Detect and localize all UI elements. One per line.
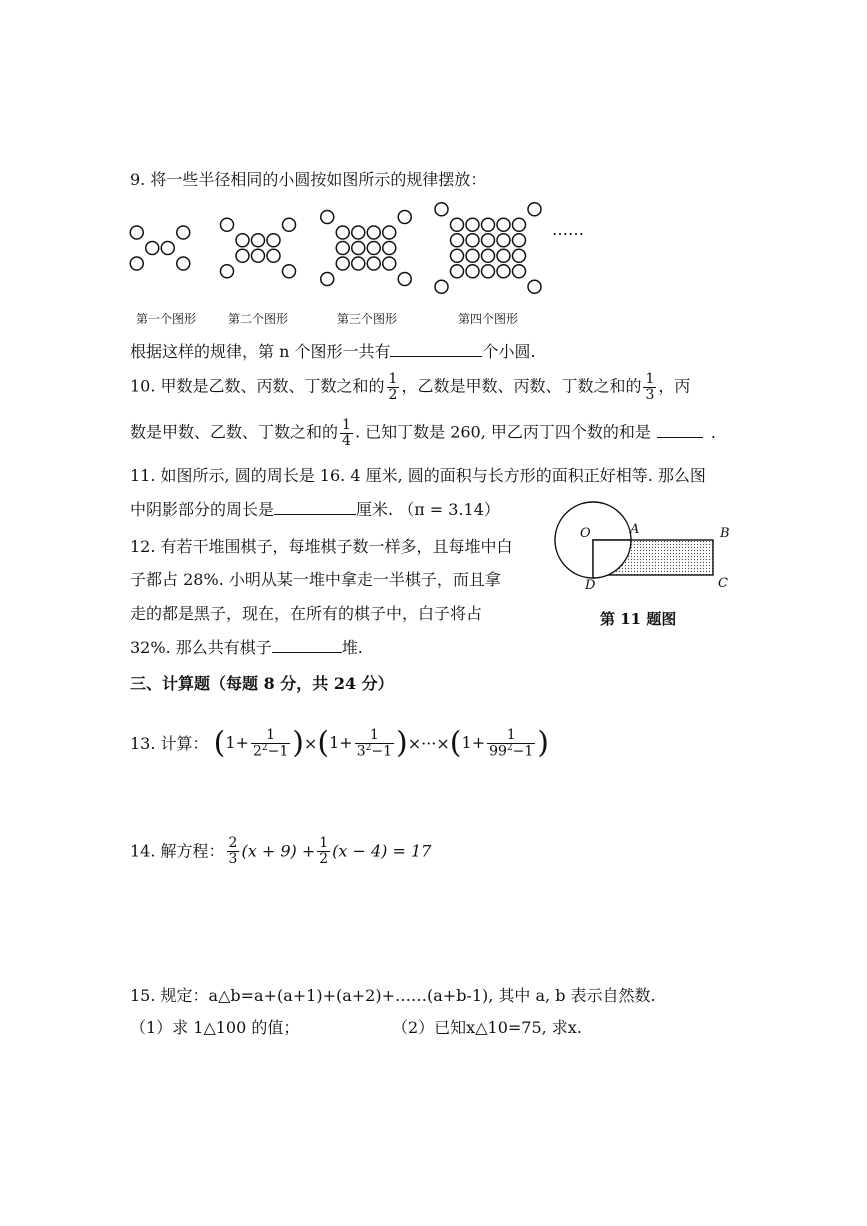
den-exp: 2 xyxy=(261,742,268,753)
den-tail: −1 xyxy=(267,743,289,760)
q10-text-a: 10. 甲数是乙数、丙数、丁数之和的 xyxy=(130,376,385,396)
paren-close: ) xyxy=(292,725,304,761)
frac-num: 1 xyxy=(506,727,516,743)
frac-num: 1 xyxy=(388,371,398,387)
frac-den: 2 xyxy=(319,850,329,867)
section3-title: 三、计算题（每题 8 分，共 24 分） xyxy=(130,674,394,693)
q14-frac-2 xyxy=(317,836,330,866)
frac-num: 1 xyxy=(369,727,379,743)
q12-line4 xyxy=(130,638,363,657)
den-base: 2 xyxy=(252,743,262,760)
paren-open: ( xyxy=(317,725,330,761)
frac-num: 1 xyxy=(342,417,351,433)
q11-label-c: C xyxy=(718,576,728,591)
q14-frac-1 xyxy=(227,836,240,866)
ellipsis: ×···× xyxy=(407,733,450,753)
q13-term-3 xyxy=(449,725,550,761)
q10-text-e: . 已知丁数是 260, 甲乙丙丁四个数的和是 xyxy=(354,422,651,442)
frac-den: 3 xyxy=(645,386,655,403)
q12-text-b: 堆. xyxy=(341,638,363,657)
q10-text-f: . xyxy=(710,422,717,442)
q11-line1: 11. 如图所示, 圆的周长是 16. 4 厘米, 圆的面积与长方形的面积正好相等. 那么图 xyxy=(130,466,706,485)
frac-den xyxy=(251,743,290,759)
q12-line2: 子都占 28%. 小明从某一堆中拿走一半棋子，而且拿 xyxy=(130,570,501,589)
q9-stem: 9. 将一些半径相同的小圆按如图所示的规律摆放： xyxy=(130,170,487,189)
q12-text-a: 32%. 那么共有棋子 xyxy=(130,638,272,657)
q14-label: 14. 解方程： xyxy=(130,841,225,861)
den-base: 99 xyxy=(489,743,507,760)
den-base: 3 xyxy=(356,743,366,760)
q15-part-1: （1）求 1△100 的值； xyxy=(130,1018,300,1037)
frac-den: 4 xyxy=(342,432,351,449)
one: 1 xyxy=(225,733,236,753)
q12-answer-blank[interactable] xyxy=(272,638,342,653)
times: × xyxy=(303,733,318,753)
q10-text-c: ，丙 xyxy=(658,376,691,396)
den-exp: 2 xyxy=(365,742,372,753)
q11-label-o: O xyxy=(580,526,591,541)
plus: + xyxy=(471,733,486,753)
paren-close: ) xyxy=(537,725,550,761)
q9-caption-1: 第一个图形 xyxy=(136,312,197,326)
q13-frac-2 xyxy=(355,728,394,759)
frac-num: 1 xyxy=(645,371,655,387)
paren-open: ( xyxy=(449,725,462,761)
q11-text-b: 厘米. （π = 3.14） xyxy=(356,500,500,519)
frac-num: 1 xyxy=(266,727,276,743)
plus: + xyxy=(235,733,249,753)
paren-open: ( xyxy=(213,725,226,761)
frac-den: 3 xyxy=(228,850,238,867)
den-exp: 2 xyxy=(506,742,513,753)
frac-den xyxy=(355,743,394,759)
den-tail: −1 xyxy=(371,743,392,760)
q13-frac-1 xyxy=(251,728,290,759)
q11-label-a: A xyxy=(630,522,640,537)
q14-line xyxy=(130,836,431,866)
q11-label-d: D xyxy=(585,578,596,593)
plus: + xyxy=(339,733,353,753)
q14-part-2: (x − 4) = 17 xyxy=(332,841,432,861)
q12-line1: 12. 有若干堆围棋子，每堆棋子数一样多，且每堆中白 xyxy=(130,537,513,556)
q15-stem: 15. 规定：a△b=a+(a+1)+(a+2)+……(a+b-1), 其中 a, b 表示自然数. xyxy=(130,986,656,1005)
q14-part-1: (x + 9) + xyxy=(241,841,316,861)
q9-dots: …… xyxy=(552,220,584,239)
frac-num: 2 xyxy=(228,835,238,851)
q11-figure-caption: 第 11 题图 xyxy=(600,610,677,628)
one: 1 xyxy=(329,733,340,753)
q9-ask-pre: 根据这样的规律，第 n 个图形一共有 xyxy=(130,342,391,361)
frac-den xyxy=(487,743,535,759)
q9-caption-4: 第四个图形 xyxy=(458,312,519,326)
frac-num: 1 xyxy=(319,835,329,851)
den-tail: −1 xyxy=(512,743,534,760)
q15-part-2: （2）已知x△10=75, 求x. xyxy=(392,1018,582,1037)
frac-den: 2 xyxy=(388,386,398,403)
q10-text-b: ，乙数是甲数、丙数、丁数之和的 xyxy=(401,376,642,396)
q9-caption-2: 第二个图形 xyxy=(228,312,289,326)
q11-label-b: B xyxy=(720,526,730,541)
q9-caption-3: 第三个图形 xyxy=(337,312,398,326)
one: 1 xyxy=(461,733,472,753)
q13-label: 13. 计算： xyxy=(130,733,209,753)
q13-term-2 xyxy=(317,725,408,761)
q13-term-1 xyxy=(213,725,304,761)
q12-line3: 走的都是黑子，现在，在所有的棋子中，白子将占 xyxy=(130,604,483,623)
paren-close: ) xyxy=(395,725,408,761)
q13-frac-3 xyxy=(487,728,535,759)
q13-line xyxy=(130,725,550,761)
q10-text-d: 数是甲数、乙数、丁数之和的 xyxy=(130,422,339,442)
q11-text-a: 中阴影部分的周长是 xyxy=(130,500,275,519)
q9-ask-post: 个小圆. xyxy=(482,342,536,361)
